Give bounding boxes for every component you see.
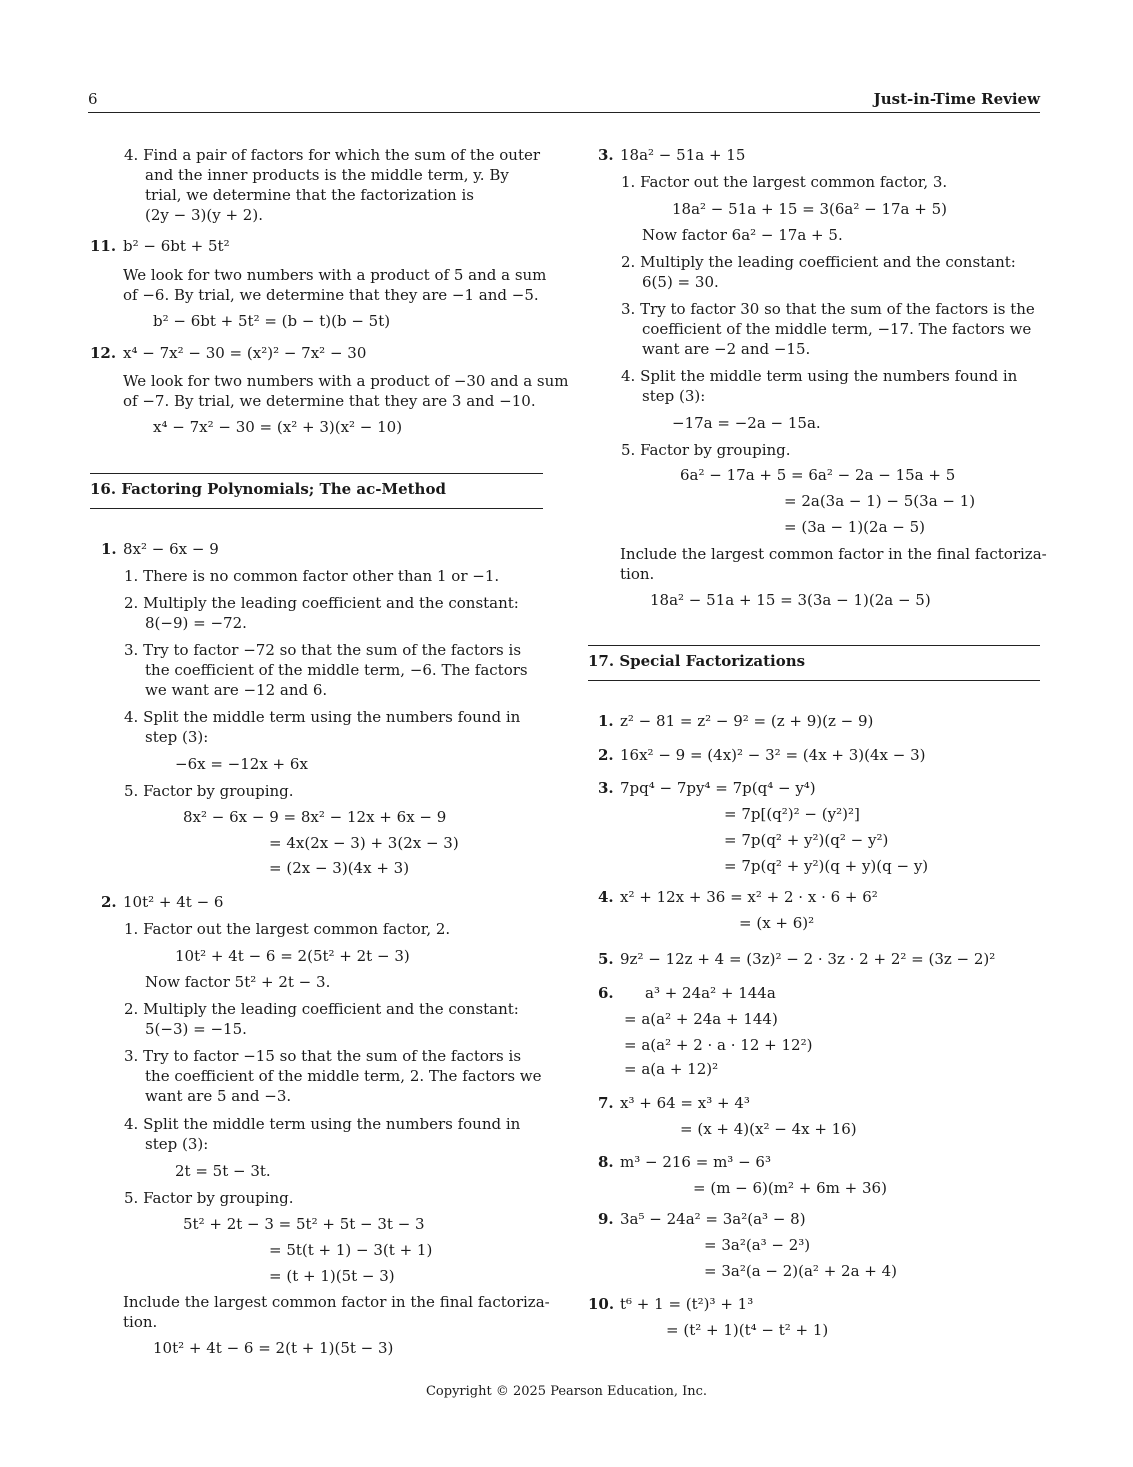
text-line: of −7. By trial, we determine that they are 3 and −10. bbox=[123, 392, 536, 410]
step-line: 2. Multiply the leading coefficient and the constant: bbox=[124, 594, 519, 612]
equation: 18a² − 51a + 15 = 3(3a − 1)(2a − 5) bbox=[650, 591, 931, 609]
step-line: 1. There is no common factor other than 1 or −1. bbox=[124, 567, 500, 585]
equation: = (t² + 1)(t⁴ − t² + 1) bbox=[666, 1321, 829, 1339]
step-line: Now factor 6a² − 17a + 5. bbox=[642, 226, 843, 244]
equation: 5t² + 2t − 3 = 5t² + 5t − 3t − 3 bbox=[183, 1215, 425, 1233]
exercise-number: 1. bbox=[598, 712, 614, 730]
equation: z² − 81 = z² − 9² = (z + 9)(z − 9) bbox=[620, 712, 874, 730]
text-line: We look for two numbers with a product of 5 and a sum bbox=[123, 266, 547, 284]
equation: = 5t(t + 1) − 3(t + 1) bbox=[269, 1241, 433, 1259]
exercise-number: 1. bbox=[101, 540, 117, 558]
equation: = 7p[(q²)² − (y²)²] bbox=[724, 805, 860, 823]
exercise-number: 9. bbox=[598, 1210, 614, 1228]
text-line: of −6. By trial, we determine that they are −1 and −5. bbox=[123, 286, 539, 304]
step-line: 3. Try to factor −72 so that the sum of the factors is bbox=[124, 641, 522, 659]
step-line: 8(−9) = −72. bbox=[145, 614, 247, 632]
exercise-number: 3. bbox=[598, 146, 614, 164]
equation: = (m − 6)(m² + 6m + 36) bbox=[693, 1179, 887, 1197]
equation: = (x + 4)(x² − 4x + 16) bbox=[680, 1120, 857, 1138]
section-rule bbox=[90, 508, 543, 509]
exercise-expression: 10t² + 4t − 6 bbox=[123, 893, 224, 911]
equation: x³ + 64 = x³ + 4³ bbox=[620, 1094, 750, 1112]
equation: = 2a(3a − 1) − 5(3a − 1) bbox=[784, 492, 976, 510]
text-line: tion. bbox=[620, 565, 655, 583]
step-line: 4. Split the middle term using the numbers found in bbox=[124, 1115, 521, 1133]
step-line: the coefficient of the middle term, 2. The factors we bbox=[145, 1067, 542, 1085]
equation: 6a² − 17a + 5 = 6a² − 2a − 15a + 5 bbox=[680, 466, 956, 484]
text-line: We look for two numbers with a product of −30 and a sum bbox=[123, 372, 569, 390]
exercise-number: 2. bbox=[101, 893, 117, 911]
equation: x² + 12x + 36 = x² + 2 · x · 6 + 6² bbox=[620, 888, 878, 906]
equation: = (x + 6)² bbox=[739, 914, 815, 932]
equation: 9z² − 12z + 4 = (3z)² − 2 · 3z · 2 + 2² = (3z − 2)² bbox=[620, 950, 996, 968]
exercise-number: 7. bbox=[598, 1094, 614, 1112]
section-rule bbox=[588, 680, 1040, 681]
equation: m³ − 216 = m³ − 6³ bbox=[620, 1153, 771, 1171]
equation: = (2x − 3)(4x + 3) bbox=[269, 859, 410, 877]
step-line: 1. Factor out the largest common factor, 2. bbox=[124, 920, 451, 938]
equation: = a(a + 12)² bbox=[624, 1060, 719, 1078]
copyright-footer: Copyright © 2025 Pearson Education, Inc. bbox=[425, 1384, 708, 1399]
equation: 3a⁵ − 24a² = 3a²(a³ − 8) bbox=[620, 1210, 806, 1228]
section-rule bbox=[90, 473, 543, 474]
step-line: want are −2 and −15. bbox=[642, 340, 811, 358]
equation: = 7p(q² + y²)(q² − y²) bbox=[724, 831, 889, 849]
text-line: Include the largest common factor in the final factoriza- bbox=[123, 1293, 550, 1311]
step-line: step (3): bbox=[642, 387, 706, 405]
step-line: 2. Multiply the leading coefficient and the constant: bbox=[124, 1000, 519, 1018]
equation: = a(a² + 2 · a · 12 + 12²) bbox=[624, 1036, 813, 1054]
step-line: 1. Factor out the largest common factor, 3. bbox=[621, 173, 948, 191]
equation: 10t² + 4t − 6 = 2(t + 1)(5t − 3) bbox=[153, 1339, 394, 1357]
exercise-number: 10. bbox=[588, 1295, 615, 1313]
equation: 7pq⁴ − 7py⁴ = 7p(q⁴ − y⁴) bbox=[620, 779, 816, 797]
step-line: Now factor 5t² + 2t − 3. bbox=[145, 973, 331, 991]
exercise-number: 6. bbox=[598, 984, 614, 1002]
step-line: we want are −12 and 6. bbox=[145, 681, 328, 699]
step-line: 5. Factor by grouping. bbox=[124, 1189, 294, 1207]
exercise-expression: b² − 6bt + 5t² bbox=[123, 237, 230, 255]
step-line: coefficient of the middle term, −17. The factors we bbox=[642, 320, 1032, 338]
equation: b² − 6bt + 5t² = (b − t)(b − 5t) bbox=[153, 312, 391, 330]
section-title: 17. Special Factorizations bbox=[588, 652, 806, 670]
step-line: 4. Split the middle term using the numbers found in bbox=[124, 708, 521, 726]
equation: 8x² − 6x − 9 = 8x² − 12x + 6x − 9 bbox=[183, 808, 447, 826]
page-number: 6 bbox=[88, 90, 98, 108]
step-line: 6(5) = 30. bbox=[642, 273, 719, 291]
step-line: trial, we determine that the factorization is bbox=[145, 186, 474, 204]
equation: t⁶ + 1 = (t²)³ + 1³ bbox=[620, 1295, 754, 1313]
equation: 16x² − 9 = (4x)² − 3² = (4x + 3)(4x − 3) bbox=[620, 746, 926, 764]
equation: = (t + 1)(5t − 3) bbox=[269, 1267, 395, 1285]
step-line: 4. Split the middle term using the numbers found in bbox=[621, 367, 1018, 385]
step-line: 2. Multiply the leading coefficient and the constant: bbox=[621, 253, 1016, 271]
equation: 10t² + 4t − 6 = 2(5t² + 2t − 3) bbox=[175, 947, 410, 965]
step-line: step (3): bbox=[145, 728, 209, 746]
exercise-expression: x⁴ − 7x² − 30 = (x²)² − 7x² − 30 bbox=[123, 344, 367, 362]
equation: = 4x(2x − 3) + 3(2x − 3) bbox=[269, 834, 459, 852]
exercise-expression: 8x² − 6x − 9 bbox=[123, 540, 219, 558]
exercise-number: 2. bbox=[598, 746, 614, 764]
step-line: 5. Factor by grouping. bbox=[621, 441, 791, 459]
step-line: 5. Factor by grouping. bbox=[124, 782, 294, 800]
step-line: 4. Find a pair of factors for which the sum of the outer bbox=[124, 146, 541, 164]
step-line: want are 5 and −3. bbox=[145, 1087, 292, 1105]
step-line: and the inner products is the middle term, y. By bbox=[145, 166, 509, 184]
equation: x⁴ − 7x² − 30 = (x² + 3)(x² − 10) bbox=[153, 418, 403, 436]
exercise-number: 8. bbox=[598, 1153, 614, 1171]
header-rule bbox=[88, 112, 1040, 113]
step-line: the coefficient of the middle term, −6. The factors bbox=[145, 661, 528, 679]
exercise-number: 12. bbox=[90, 344, 117, 362]
step-line: 3. Try to factor −15 so that the sum of the factors is bbox=[124, 1047, 522, 1065]
equation: = 3a²(a³ − 2³) bbox=[704, 1236, 811, 1254]
equation: = 3a²(a − 2)(a² + 2a + 4) bbox=[704, 1262, 898, 1280]
step-line: 5(−3) = −15. bbox=[145, 1020, 247, 1038]
equation: −6x = −12x + 6x bbox=[175, 755, 308, 773]
equation: −17a = −2a − 15a. bbox=[672, 414, 821, 432]
exercise-expression: 18a² − 51a + 15 bbox=[620, 146, 746, 164]
section-title: 16. Factoring Polynomials; The ac-Method bbox=[90, 480, 446, 498]
equation: = (3a − 1)(2a − 5) bbox=[784, 518, 926, 536]
running-header-title: Just-in-Time Review bbox=[873, 90, 1040, 108]
exercise-number: 4. bbox=[598, 888, 614, 906]
equation: = a(a² + 24a + 144) bbox=[624, 1010, 778, 1028]
step-line: (2y − 3)(y + 2). bbox=[145, 206, 263, 224]
equation: 18a² − 51a + 15 = 3(6a² − 17a + 5) bbox=[672, 200, 948, 218]
text-line: tion. bbox=[123, 1313, 158, 1331]
equation: a³ + 24a² + 144a bbox=[645, 984, 776, 1002]
step-line: step (3): bbox=[145, 1135, 209, 1153]
exercise-number: 3. bbox=[598, 779, 614, 797]
exercise-number: 5. bbox=[598, 950, 614, 968]
text-line: Include the largest common factor in the final factoriza- bbox=[620, 545, 1047, 563]
step-line: 3. Try to factor 30 so that the sum of the factors is the bbox=[621, 300, 1035, 318]
equation: 2t = 5t − 3t. bbox=[175, 1162, 271, 1180]
exercise-number: 11. bbox=[90, 237, 117, 255]
equation: = 7p(q² + y²)(q + y)(q − y) bbox=[724, 857, 929, 875]
section-rule bbox=[588, 645, 1040, 646]
